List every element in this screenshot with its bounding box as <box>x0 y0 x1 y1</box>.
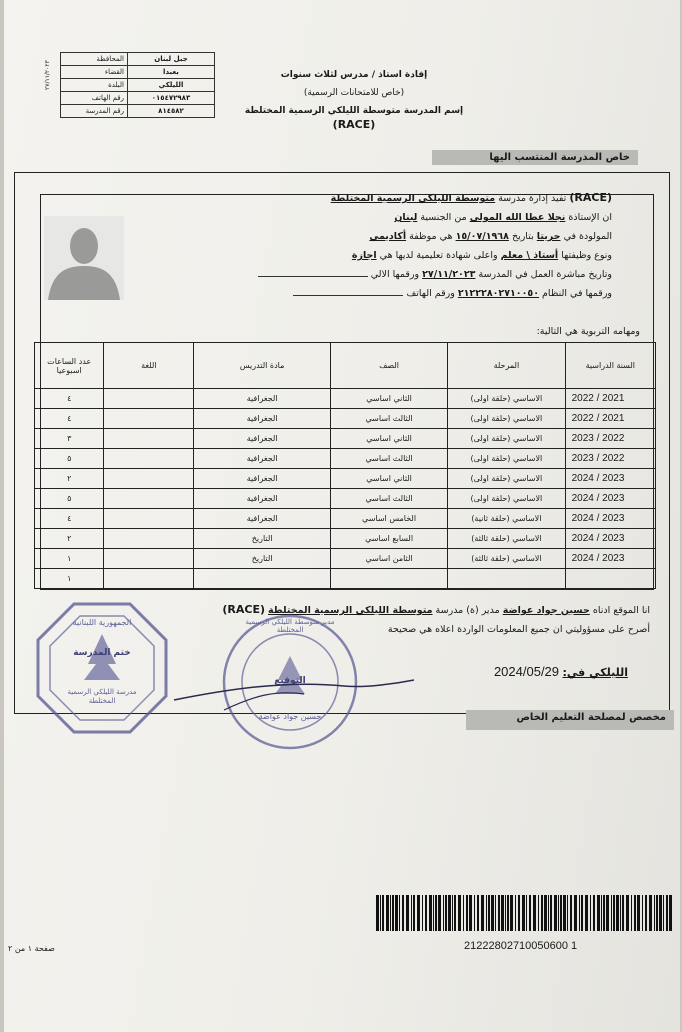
table-row <box>35 449 656 469</box>
table-cell: 2023 / 2024 <box>565 549 655 569</box>
table-cell: ١ <box>35 569 104 589</box>
signature-label: التوقيع <box>274 676 306 686</box>
barcode-bar <box>390 895 391 931</box>
declaration <box>110 600 650 639</box>
table-cell: ١ <box>35 549 104 569</box>
table-row <box>35 549 656 569</box>
table-row <box>35 569 656 589</box>
barcode-bar <box>654 895 655 931</box>
table-cell <box>565 569 655 589</box>
table-row <box>35 529 656 549</box>
barcode-bar <box>656 895 658 931</box>
barcode-bar <box>392 895 394 931</box>
table-cell <box>104 549 194 569</box>
table-cell: الاساسي (حلقة اولى) <box>448 489 565 509</box>
table-row <box>35 389 656 409</box>
barcode-bar <box>402 895 404 931</box>
barcode-bar <box>411 895 412 931</box>
declaration-line-2: أصرح على مسؤوليتي ان جميع المعلومات الواردة اعلاه هي صحيحة <box>387 624 650 635</box>
table-cell: الاساسي (حلقة اولى) <box>448 469 565 489</box>
barcode-bar <box>541 895 543 931</box>
barcode-bar <box>663 895 664 931</box>
barcode-bar <box>438 895 441 931</box>
barcode-bar <box>560 895 562 931</box>
table-cell: الثالث اساسي <box>330 489 447 509</box>
barcode-bar <box>659 895 662 931</box>
barcode-bar <box>425 895 427 931</box>
signature-mark <box>164 660 424 720</box>
table-cell: الاساسي (حلقة ثالثة) <box>448 529 565 549</box>
school-code: (RACE) <box>332 118 376 131</box>
side-date: ٢٧/١١/٢٠٢٣ <box>44 60 51 90</box>
info-value: ٠١٥٤٧٢٩٨٣ <box>128 92 215 105</box>
table-cell <box>104 489 194 509</box>
barcode-bar <box>550 895 552 931</box>
info-value: ٨١٤٥٨٢ <box>128 105 215 118</box>
stamp-school-text: مدرسة الليلكي الرسمية المختلطة <box>67 688 137 705</box>
info-label: القضاء <box>61 66 128 79</box>
table-cell <box>330 569 447 589</box>
table-row <box>35 469 656 489</box>
table-row <box>35 509 656 529</box>
barcode-bar <box>616 895 619 931</box>
table-cell: الاساسي (حلقة ثالثة) <box>448 549 565 569</box>
table-cell <box>194 569 331 589</box>
barcode-bar <box>601 895 602 931</box>
barcode-bar <box>495 895 496 931</box>
info-value: جبل لبنان <box>128 53 215 66</box>
table-cell: الثالث اساسي <box>330 449 447 469</box>
table-header-cell: السنة الدراسية <box>565 343 655 389</box>
barcode-bar <box>376 895 379 931</box>
table-cell: السابع اساسي <box>330 529 447 549</box>
barcode-bar <box>477 895 479 931</box>
table-cell <box>104 509 194 529</box>
info-row <box>61 53 215 66</box>
info-label: المحافظة <box>61 53 128 66</box>
stamp-bottom-name: حسين جواد عواضة <box>258 712 322 721</box>
barcode-bar <box>637 895 640 931</box>
barcode-bar <box>554 895 557 931</box>
body-line-5: وتاريخ مباشرة العمل في المدرسة ٢٧/١١/٢٠٢٣ ورقمها الالي <box>142 265 612 284</box>
barcode-bar <box>505 895 506 931</box>
table-cell: ٢ <box>35 469 104 489</box>
table-header-cell: المرحلة <box>448 343 565 389</box>
barcode-bar <box>574 895 577 931</box>
barcode-bar <box>613 895 615 931</box>
barcode-bar <box>469 895 472 931</box>
header-subtitle: (خاص للامتحانات الرسمية) <box>303 88 405 98</box>
barcode-bar <box>429 895 432 931</box>
barcode-bar <box>422 895 423 931</box>
barcode-bar <box>399 895 400 931</box>
barcode-bar <box>634 895 636 931</box>
table-cell: الاساسي (حلقة اولى) <box>448 449 565 469</box>
barcode-bar <box>507 895 509 931</box>
school-info-box <box>60 52 215 118</box>
place-date: الليلكي في: 2024/05/29 <box>493 664 628 679</box>
tasks-label: ومهامه التربوية هي التالية: <box>536 326 640 337</box>
barcode-bar <box>669 895 672 931</box>
table-cell: الجغرافية <box>194 489 331 509</box>
barcode-bar <box>666 895 668 931</box>
table-cell: التاريخ <box>194 549 331 569</box>
barcode-bar <box>395 895 398 931</box>
table-cell: 2021 / 2022 <box>565 409 655 429</box>
barcode-bar <box>544 895 547 931</box>
table-cell: 2022 / 2023 <box>565 429 655 449</box>
table-cell: الثاني اساسي <box>330 469 447 489</box>
info-label: رقم المدرسة <box>61 105 128 118</box>
info-row <box>61 105 215 118</box>
table-cell: ٥ <box>35 489 104 509</box>
declaration-line-1: انا الموقع ادناه حسين جواد عواضة مدير (ة) مدرسة متوسطة الليلكي الرسمية المختلطة (RACE) <box>222 603 650 616</box>
table-cell <box>104 389 194 409</box>
barcode-bar <box>611 895 612 931</box>
barcode-bar <box>620 895 621 931</box>
barcode-bar <box>510 895 513 931</box>
page-number: صفحة ١ من ٢ <box>8 944 55 953</box>
barcode-bar <box>452 895 453 931</box>
barcode-bar <box>538 895 539 931</box>
barcode-bar <box>413 895 415 931</box>
body-line-6: ورقمها في النظام ٢١٢٢٢٨٠٢٧١٠٠٥٠ ورقم الهاتف <box>142 284 612 303</box>
table-cell: الثامن اساسي <box>330 549 447 569</box>
table-cell: ٣ <box>35 429 104 449</box>
barcode-bar <box>466 895 468 931</box>
table-cell: 2023 / 2024 <box>565 529 655 549</box>
table-cell <box>104 409 194 429</box>
table-cell <box>104 469 194 489</box>
table-cell: 2023 / 2024 <box>565 469 655 489</box>
barcode-bar <box>481 895 484 931</box>
stamp-ring-text: مدير متوسطة الليلكي الرسمية المختلطة <box>245 618 335 634</box>
barcode-bar <box>445 895 447 931</box>
section-bar-school: خاص المدرسة المنتسب اليها <box>432 150 638 165</box>
barcode-bar <box>581 895 583 931</box>
table-cell: الثاني اساسي <box>330 429 447 449</box>
barcode-bar <box>406 895 409 931</box>
body-line-3: المولودة في حريتا بتاريخ ١٥/٠٧/١٩٦٨ هي موظفة أكاديمي <box>369 231 612 242</box>
table-cell: ٤ <box>35 409 104 429</box>
barcode-bar <box>603 895 605 931</box>
barcode-bar <box>454 895 456 931</box>
section-bar-private-education: مخصص لمصلحة التعليم الخاص <box>466 710 674 730</box>
barcode-bar <box>435 895 437 931</box>
barcode-bar <box>522 895 525 931</box>
table-cell <box>104 529 194 549</box>
barcode-bar <box>529 895 531 931</box>
barcode-bar <box>563 895 566 931</box>
phone-blank <box>293 295 403 296</box>
table-cell <box>448 569 565 589</box>
body-line-4: ونوع وظيفتها أستاذ \ معلم واعلى شهادة تعليمية لديها هي اجازة <box>351 250 612 261</box>
barcode-bar <box>486 895 487 931</box>
barcode-bar <box>386 895 389 931</box>
table-row <box>35 409 656 429</box>
barcode-bar <box>474 895 475 931</box>
barcode-bar <box>622 895 624 931</box>
barcode-bar <box>533 895 536 931</box>
barcode-bar <box>526 895 527 931</box>
info-value: بعبدا <box>128 66 215 79</box>
barcode-bar <box>649 895 652 931</box>
table-cell <box>104 449 194 469</box>
barcode-bar <box>642 895 643 931</box>
barcode-bar <box>443 895 444 931</box>
table-cell: التاريخ <box>194 529 331 549</box>
barcode-bar <box>567 895 568 931</box>
certificate-body <box>142 188 612 303</box>
table-row <box>35 429 656 449</box>
table-cell: ٤ <box>35 389 104 409</box>
table-row <box>35 489 656 509</box>
document-header <box>234 70 474 131</box>
barcode-bar <box>593 895 595 931</box>
barcode-bar <box>558 895 559 931</box>
body-line-1: (RACE) تفيد إدارة مدرسة متوسطة الليلكي الرسمية المختلطة <box>330 191 612 204</box>
table-cell: 2023 / 2024 <box>565 489 655 509</box>
barcode-bar <box>590 895 591 931</box>
barcode-bar <box>501 895 504 931</box>
table-cell: الجغرافية <box>194 509 331 529</box>
barcode-bar <box>448 895 451 931</box>
table-cell: الاساسي (حلقة اولى) <box>448 429 565 449</box>
person-silhouette-icon <box>44 216 124 300</box>
barcode-bar <box>631 895 632 931</box>
barcode-bar <box>597 895 600 931</box>
barcode-bar <box>417 895 420 931</box>
barcode-bar <box>463 895 464 931</box>
table-cell: 2023 / 2024 <box>565 509 655 529</box>
stamp-label: ختم المدرسة <box>73 648 131 658</box>
info-label: رقم الهاتف <box>61 92 128 105</box>
barcode-bar <box>433 895 434 931</box>
barcode-bar <box>518 895 520 931</box>
header-title: إفادة استاذ / مدرس لثلاث سنوات <box>280 70 428 80</box>
table-cell: 2022 / 2023 <box>565 449 655 469</box>
barcode-bar <box>548 895 549 931</box>
table-cell: الخامس اساسي <box>330 509 447 529</box>
photo-placeholder <box>44 216 124 300</box>
table-cell: الجغرافية <box>194 389 331 409</box>
table-cell: ٥ <box>35 449 104 469</box>
table-cell: الثالث اساسي <box>330 409 447 429</box>
barcode-bar <box>606 895 609 931</box>
barcode-bar <box>645 895 647 931</box>
table-cell: الثاني اساسي <box>330 389 447 409</box>
stamp-top-text: الجمهورية اللبنانية <box>72 618 132 627</box>
barcode-bar <box>626 895 629 931</box>
table-header-cell: اللغة <box>104 343 194 389</box>
barcode-bar <box>458 895 461 931</box>
table-cell: 2021 / 2022 <box>565 389 655 409</box>
table-cell: الجغرافية <box>194 469 331 489</box>
school-stamp <box>32 598 172 738</box>
table-cell: الاساسي (حلقة اولى) <box>448 389 565 409</box>
barcode-bar <box>498 895 500 931</box>
auto-number-blank <box>258 276 368 277</box>
info-row <box>61 66 215 79</box>
barcode-bar <box>515 895 516 931</box>
table-cell <box>104 569 194 589</box>
info-row <box>61 92 215 105</box>
barcode-number: 21222802710050600 1 <box>464 940 578 952</box>
table-cell: الجغرافية <box>194 409 331 429</box>
barcode-bar <box>488 895 490 931</box>
table-cell: ٤ <box>35 509 104 529</box>
info-row <box>61 79 215 92</box>
barcode-bar <box>579 895 580 931</box>
info-label: البلدة <box>61 79 128 92</box>
table-cell <box>104 429 194 449</box>
body-line-2: ان الإستاذة نجلا عطا الله المولى من الجنسية لبنان <box>394 212 612 223</box>
barcode-bar <box>585 895 588 931</box>
barcode-icon <box>376 895 672 931</box>
table-cell: الاساسي (حلقة اولى) <box>448 409 565 429</box>
barcode-bar <box>382 895 384 931</box>
school-name-line: إسم المدرسة متوسطة الليلكي الرسمية المختلطة <box>244 106 464 116</box>
table-header-cell: عدد الساعات اسبوعيا <box>35 343 104 389</box>
table-cell: الجغرافية <box>194 449 331 469</box>
barcode-bar <box>491 895 494 931</box>
table-header-cell: الصف <box>330 343 447 389</box>
table-cell: الجغرافية <box>194 429 331 449</box>
barcode-bar <box>570 895 572 931</box>
table-cell: ٢ <box>35 529 104 549</box>
table-header-cell: مادة التدريس <box>194 343 331 389</box>
document-page <box>4 0 680 1032</box>
teaching-table <box>34 342 656 589</box>
table-cell: الاساسي (حلقة ثانية) <box>448 509 565 529</box>
info-value: الليلكي <box>128 79 215 92</box>
barcode-bar <box>380 895 381 931</box>
